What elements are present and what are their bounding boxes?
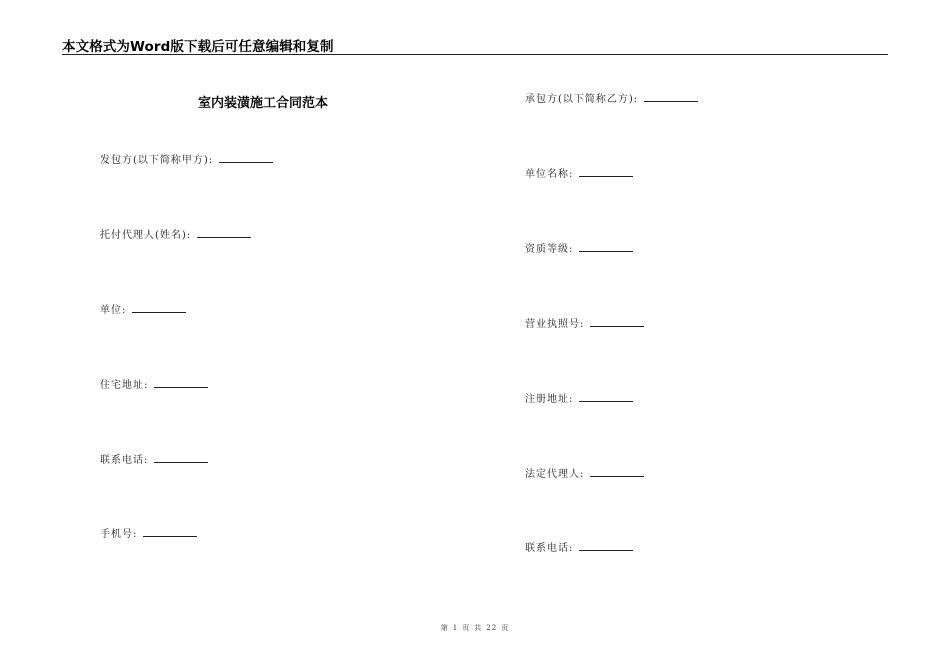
footer-total-pages: 22 — [486, 624, 498, 632]
field-label: 联系电话: — [100, 455, 149, 466]
fill-in-blank[interactable] — [590, 475, 644, 477]
field-label: 营业执照号: — [525, 319, 585, 330]
footer-current-page: 1 — [452, 624, 459, 632]
fill-in-blank[interactable] — [579, 175, 633, 177]
fill-in-blank[interactable] — [579, 400, 633, 402]
page-number-footer — [0, 623, 950, 633]
fill-in-blank[interactable] — [644, 100, 698, 102]
party-b-field-qualification — [525, 243, 633, 257]
field-label: 托付代理人(姓名): — [100, 230, 192, 241]
fill-in-blank[interactable] — [590, 325, 644, 327]
party-a-field-address — [100, 379, 208, 393]
fill-in-blank[interactable] — [154, 461, 208, 463]
field-label: 承包方(以下简称乙方): — [525, 94, 639, 105]
footer-total-unit: 页 — [501, 624, 510, 632]
fill-in-blank[interactable] — [132, 311, 186, 313]
party-a-field-phone — [100, 454, 208, 468]
field-label: 发包方(以下简称甲方): — [100, 155, 214, 166]
party-b-field-phone — [525, 542, 633, 556]
party-b-field-contractor — [525, 93, 698, 107]
party-b-field-company-name — [525, 168, 633, 182]
fill-in-blank[interactable] — [154, 386, 208, 388]
field-label: 法定代理人: — [525, 469, 585, 480]
field-label: 单位: — [100, 305, 127, 316]
field-label: 单位名称: — [525, 169, 574, 180]
party-a-field-agent — [100, 229, 251, 243]
fill-in-blank[interactable] — [579, 549, 633, 551]
field-label: 住宅地址: — [100, 380, 149, 391]
party-a-field-mobile — [100, 528, 197, 542]
field-label: 联系电话: — [525, 543, 574, 554]
fill-in-blank[interactable] — [197, 236, 251, 238]
footer-page-word: 第 — [440, 624, 449, 632]
party-a-field-client — [100, 154, 273, 168]
party-b-field-registered-address — [525, 393, 633, 407]
fill-in-blank[interactable] — [579, 250, 633, 252]
document-title: 室内装潢施工合同范本 — [197, 96, 328, 111]
party-b-field-legal-representative — [525, 468, 644, 482]
fill-in-blank[interactable] — [219, 161, 273, 163]
header-text: 本文格式为Word版下载后可任意编辑和复制 — [62, 39, 334, 55]
footer-page-unit: 页 — [462, 624, 471, 632]
page-header — [62, 34, 888, 55]
party-a-field-unit — [100, 304, 186, 318]
footer-total-word: 共 — [474, 624, 483, 632]
fill-in-blank[interactable] — [143, 535, 197, 537]
field-label: 注册地址: — [525, 394, 574, 405]
field-label: 手机号: — [100, 529, 138, 540]
field-label: 资质等级: — [525, 244, 574, 255]
party-b-field-license-number — [525, 318, 644, 332]
